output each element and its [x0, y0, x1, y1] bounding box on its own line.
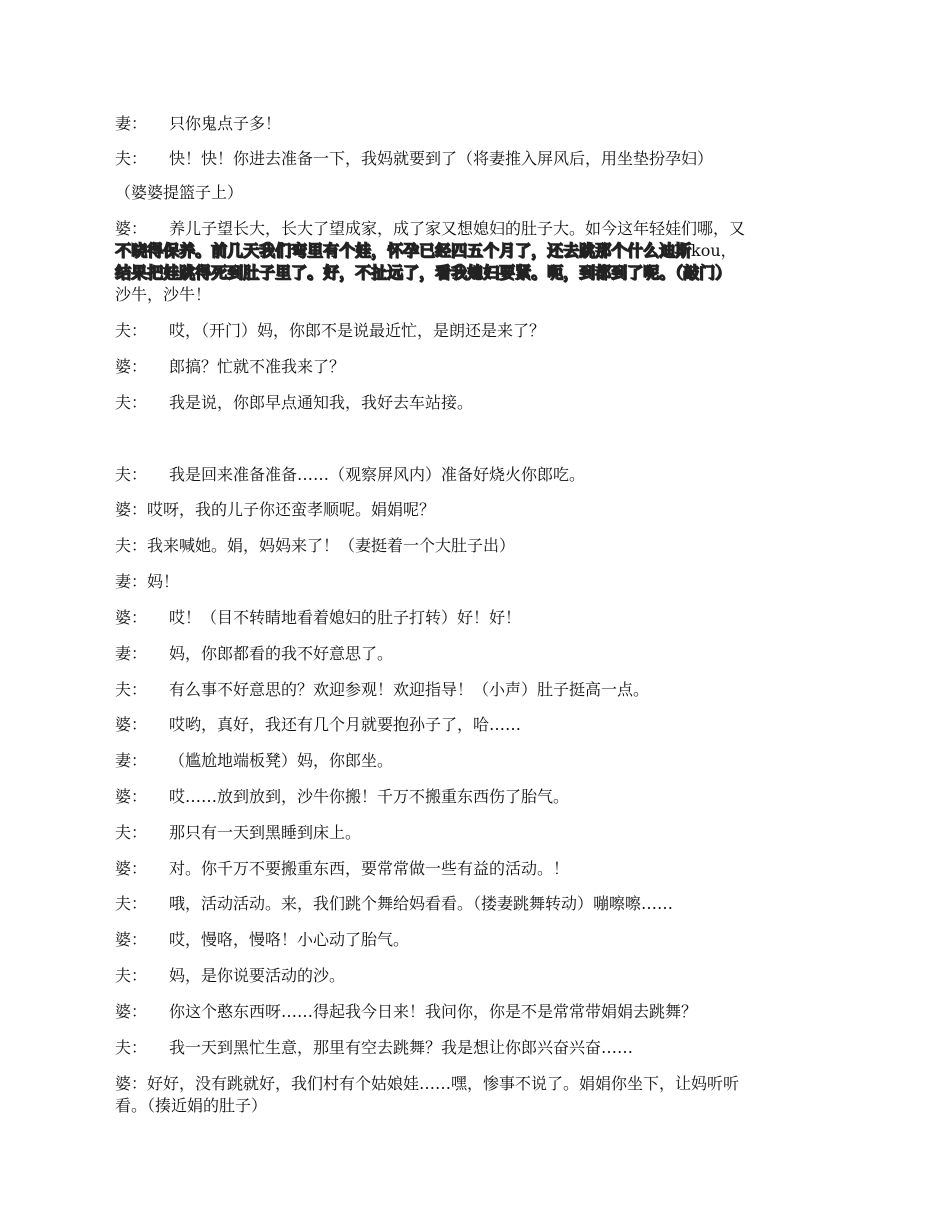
dialogue-line — [115, 858, 840, 880]
speaker-label: 夫： — [115, 966, 148, 985]
dialogue-line — [115, 929, 840, 951]
speaker-label: 婆： — [115, 357, 148, 376]
dialogue-line — [115, 643, 840, 665]
speaker-label: 夫： — [115, 823, 148, 842]
dialogue-text: kou， — [691, 241, 737, 260]
speaker-label: 婆： — [115, 1002, 148, 1021]
dialogue-line — [115, 535, 840, 557]
dialogue-text: 看。（揍近娟的肚子） — [115, 1096, 268, 1115]
speaker-label: 夫： — [115, 680, 148, 699]
speaker-label: 夫： — [115, 393, 148, 412]
dialogue-line — [115, 786, 840, 808]
dialogue-text: 有么事不好意思的？欢迎参观！欢迎指导！（小声）肚子挺高一点。 — [169, 680, 650, 699]
dialogue-text: 妈，你郎都看的我不好意思了。 — [169, 644, 394, 663]
speaker-label: 婆： — [115, 859, 148, 878]
outlined-text: 不晓得保养。前几天我们弯里有个娃，怀孕已经四五个月了，还去跳那个什么迪斯 — [115, 241, 692, 260]
dialogue-line-continued — [115, 284, 840, 306]
dialogue-text: 郎搞？忙就不准我来了？ — [169, 357, 346, 376]
speaker-label: 夫： — [115, 894, 148, 913]
dialogue-line — [115, 607, 840, 629]
dialogue-text: 只你鬼点子多！ — [169, 114, 282, 133]
stage-direction — [115, 182, 840, 204]
dialogue-text: 那只有一天到黑睡到床上。 — [169, 823, 362, 842]
dialogue-line — [115, 464, 840, 486]
dialogue-line — [115, 679, 840, 701]
dialogue-line-continued — [115, 262, 840, 284]
dialogue-text: 哎！（目不转睛地看着媳妇的肚子打转）好！好！ — [169, 608, 522, 627]
dialogue-line — [115, 965, 840, 987]
dialogue-line — [115, 113, 840, 135]
dialogue-text: 养儿子望长大，长大了望成家，成了家又想媳妇的肚子大。如今这年轻娃们哪，又 — [169, 219, 746, 238]
speaker-label: 婆： — [115, 1074, 148, 1093]
speaker-label: 婆： — [115, 500, 148, 519]
dialogue-line — [115, 320, 840, 342]
dialogue-text: 妈，是你说要活动的沙。 — [169, 966, 346, 985]
dialogue-text: 哎哟，真好，我还有几个月就要抱孙子了，哈…… — [169, 715, 522, 734]
speaker-label: 妻： — [115, 751, 148, 770]
dialogue-line — [115, 893, 840, 915]
speaker-label: 婆： — [115, 608, 148, 627]
speaker-label: 夫： — [115, 321, 148, 340]
dialogue-line — [115, 1001, 840, 1023]
speaker-label: 妻： — [115, 572, 148, 591]
dialogue-text: 哦，活动活动。来，我们跳个舞给妈看看。（搂妻跳舞转动）嘣嚓嚓…… — [169, 894, 674, 913]
speaker-label: 夫： — [115, 536, 148, 555]
dialogue-line — [115, 218, 840, 240]
dialogue-line — [115, 750, 840, 772]
dialogue-text: 对。你千万不要搬重东西，要常常做一些有益的活动。！ — [169, 859, 570, 878]
dialogue-text: 我是说，你郎早点通知我，我好去车站接。 — [169, 393, 474, 412]
dialogue-line — [115, 392, 840, 414]
dialogue-text: 哎呀，我的儿子你还蛮孝顺呢。娟娟呢？ — [147, 500, 436, 519]
dialogue-text: 我一天到黑忙生意，那里有空去跳舞？我是想让你郎兴奋兴奋…… — [169, 1038, 634, 1057]
dialogue-line — [115, 571, 840, 593]
speaker-label: 婆： — [115, 715, 148, 734]
dialogue-line — [115, 356, 840, 378]
dialogue-text: 哎，（开门）妈，你郎不是说最近忙，是朗还是来了？ — [169, 321, 546, 340]
outlined-text: 结果把娃跳得死到肚子里了。好，不扯远了，看我媳妇要紧。呃，到都到了呢。（敲门） — [115, 263, 732, 282]
stage-direction-text: （婆婆提篮子上） — [115, 183, 244, 202]
speaker-label: 婆： — [115, 219, 148, 238]
dialogue-line — [115, 822, 840, 844]
dialogue-line — [115, 714, 840, 736]
dialogue-text: 沙牛，沙牛！ — [115, 285, 212, 304]
dialogue-text: 妈！ — [147, 572, 180, 591]
speaker-label: 婆： — [115, 787, 148, 806]
dialogue-line — [115, 1037, 840, 1059]
speaker-label: 夫： — [115, 1038, 148, 1057]
dialogue-line-continued — [115, 240, 840, 262]
speaker-label: 夫： — [115, 149, 148, 168]
dialogue-text: 你这个憨东西呀……得起我今日来！我问你，你是不是常常带娟娟去跳舞？ — [169, 1002, 698, 1021]
dialogue-line — [115, 148, 840, 170]
dialogue-text: 快！快！你进去准备一下，我妈就要到了（将妻推入屏风后，用坐垫扮孕妇） — [169, 149, 714, 168]
dialogue-text: （尴尬地端板凳）妈，你郎坐。 — [169, 751, 394, 770]
dialogue-text: 哎……放到放到，沙牛你搬！千万不搬重东西伤了胎气。 — [169, 787, 570, 806]
dialogue-line-continued — [115, 1095, 840, 1117]
dialogue-text: 我来喊她。娟，妈妈来了！（妻挺着一个大肚子出） — [147, 536, 516, 555]
dialogue-line — [115, 1073, 840, 1095]
speaker-label: 妻： — [115, 114, 148, 133]
dialogue-text: 好好，没有跳就好，我们村有个姑娘娃……嘿，惨事不说了。娟娟你坐下，让妈听听 — [147, 1074, 740, 1093]
speaker-label: 夫： — [115, 465, 148, 484]
dialogue-text: 我是回来准备准备……（观察屏风内）准备好烧火你郎吃。 — [169, 465, 586, 484]
dialogue-text: 哎，慢咯，慢咯！小心动了胎气。 — [169, 930, 410, 949]
speaker-label: 妻： — [115, 644, 148, 663]
dialogue-line — [115, 499, 840, 521]
speaker-label: 婆： — [115, 930, 148, 949]
